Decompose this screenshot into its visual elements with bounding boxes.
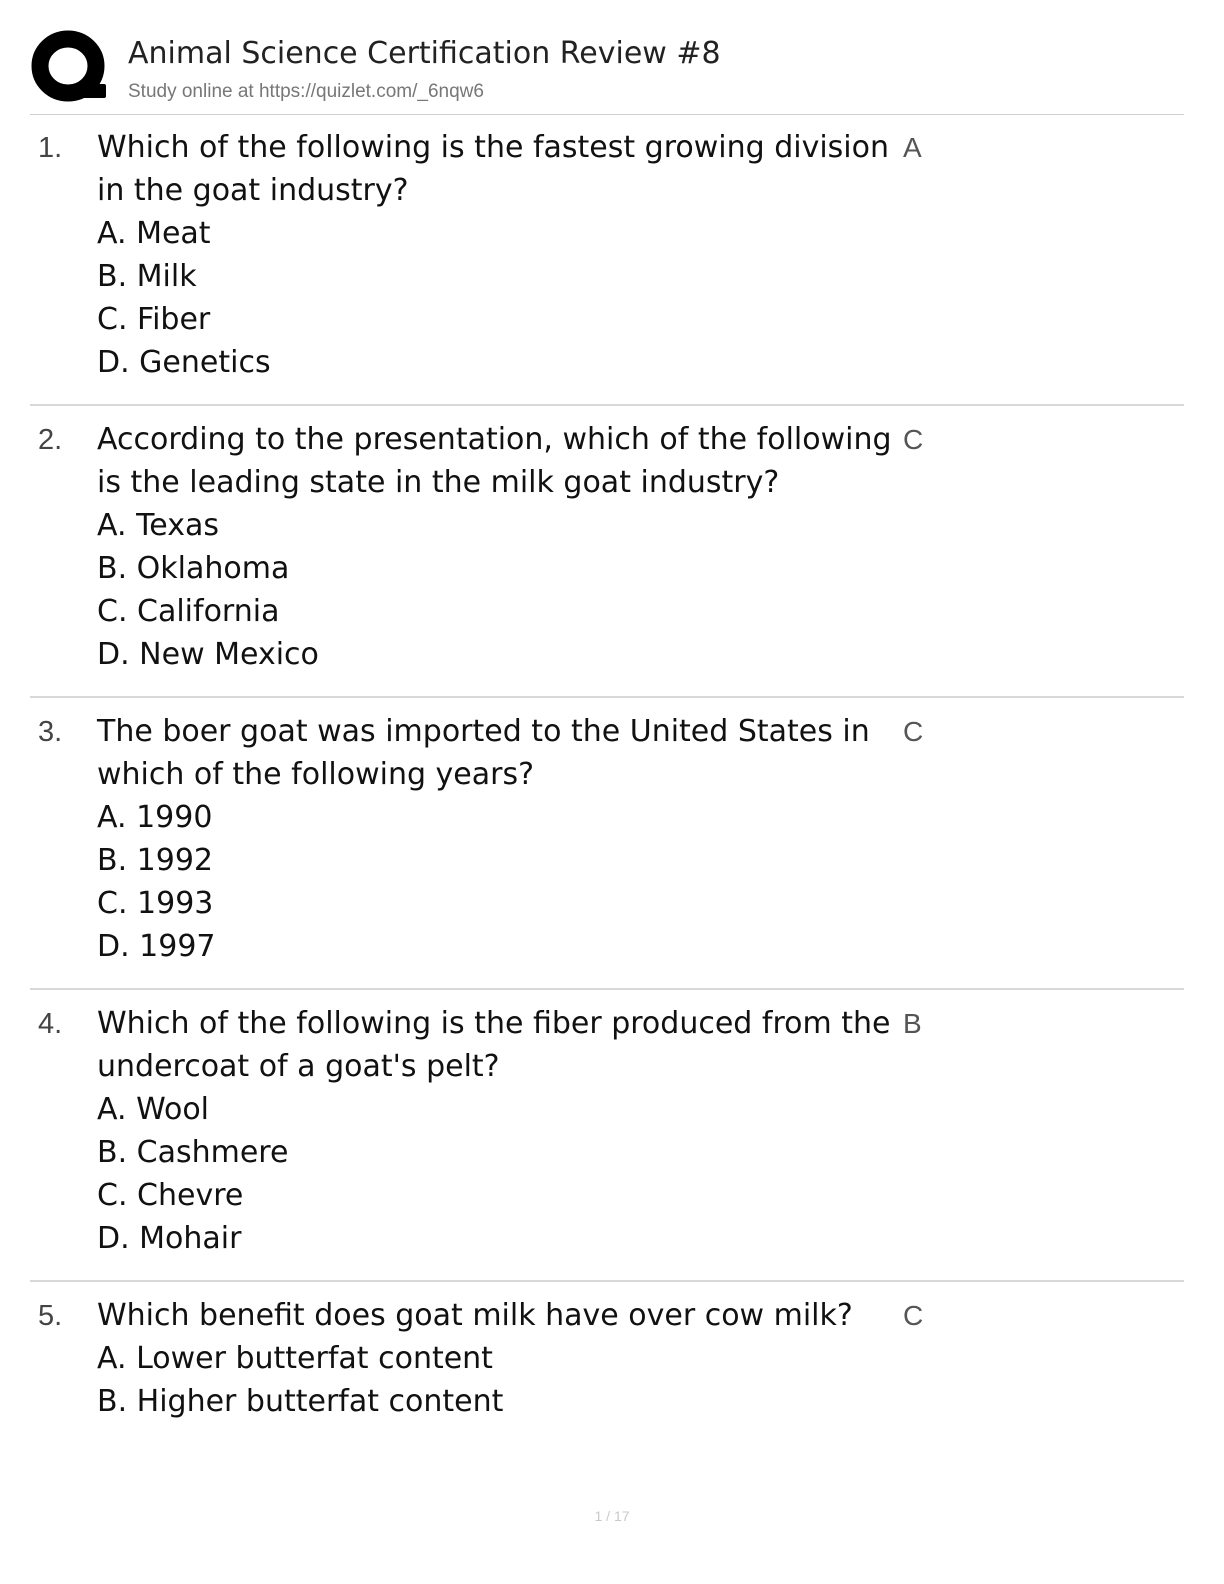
answer-option: C. Chevre	[97, 1178, 244, 1213]
answer-option: A. Wool	[97, 1092, 210, 1127]
question-number: 3.	[38, 716, 63, 748]
answer-option: B. Oklahoma	[97, 551, 290, 586]
question-body	[97, 710, 897, 968]
question-number: 1.	[38, 132, 63, 164]
answer-option: D. New Mexico	[97, 637, 319, 672]
quizlet-q-logo-icon	[30, 28, 110, 108]
header-divider	[30, 114, 1184, 115]
question-number: 4.	[38, 1008, 63, 1040]
answer-option: A. Lower butterfat content	[97, 1341, 493, 1376]
correct-answer: C	[903, 716, 924, 747]
correct-answer: C	[903, 1300, 924, 1331]
page-number: 1 / 17	[594, 1508, 630, 1524]
question-text-line: Which benefit does goat milk have over cow milk?	[97, 1298, 853, 1333]
question-body	[97, 418, 897, 676]
correct-answer: A	[903, 132, 922, 163]
answer-option: D. Genetics	[97, 345, 271, 380]
answer-option: C. Fiber	[97, 302, 211, 337]
page-header	[30, 28, 1184, 114]
question-item	[30, 1294, 1184, 1572]
answer-option: C. California	[97, 594, 280, 629]
question-text-line: in the goat industry?	[97, 173, 409, 208]
answer-option: A. Meat	[97, 216, 211, 251]
question-body	[97, 126, 897, 384]
question-list	[30, 126, 1184, 1584]
document-title: Animal Science Certification Review #8	[128, 36, 721, 71]
question-item	[30, 418, 1184, 698]
answer-option: B. Higher butterfat content	[97, 1384, 504, 1419]
correct-answer: C	[903, 424, 924, 455]
question-item	[30, 1002, 1184, 1282]
question-text-line: undercoat of a goat's pelt?	[97, 1049, 500, 1084]
answer-option: B. 1992	[97, 843, 214, 878]
question-text-line: Which of the following is the fiber produced from the	[97, 1006, 891, 1041]
answer-option: D. 1997	[97, 929, 216, 964]
question-number: 5.	[38, 1300, 63, 1332]
correct-answer: B	[903, 1008, 922, 1039]
answer-option: A. 1990	[97, 800, 213, 835]
question-body	[97, 1002, 897, 1260]
answer-option: D. Mohair	[97, 1221, 242, 1256]
question-text-line: According to the presentation, which of the following	[97, 422, 892, 457]
question-text-line: Which of the following is the fastest growing division	[97, 130, 890, 165]
question-body	[97, 1294, 897, 1423]
answer-option: B. Cashmere	[97, 1135, 289, 1170]
question-text-line: The boer goat was imported to the United States in	[97, 714, 870, 749]
question-text-line: which of the following years?	[97, 757, 535, 792]
answer-option: B. Milk	[97, 259, 197, 294]
question-item	[30, 710, 1184, 990]
study-online-link[interactable]: Study online at https://quizlet.com/_6nqw6	[128, 81, 484, 102]
question-item	[30, 126, 1184, 406]
question-number: 2.	[38, 424, 63, 456]
answer-option: A. Texas	[97, 508, 219, 543]
answer-option: C. 1993	[97, 886, 214, 921]
question-text-line: is the leading state in the milk goat industry?	[97, 465, 780, 500]
